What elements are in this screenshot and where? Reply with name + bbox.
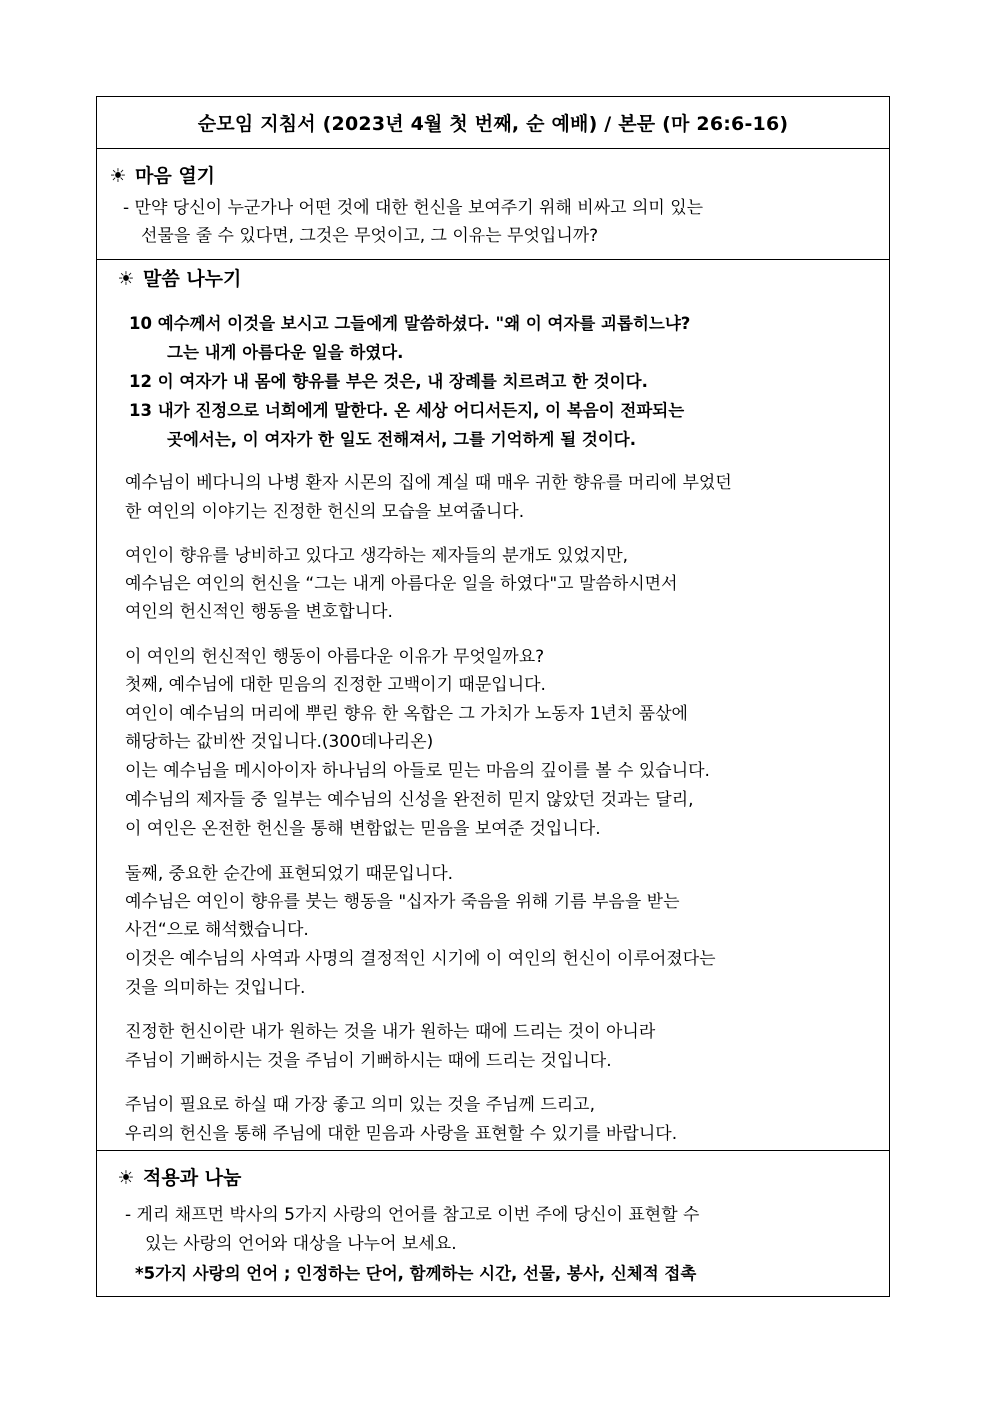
body-line: 예수님의 제자들 중 일부는 예수님의 신성을 완전히 믿지 않았던 것과는 달리, — [125, 790, 694, 810]
title-row — [97, 97, 889, 149]
open-line-2: 선물을 줄 수 있다면, 그것은 무엇이고, 그 이유는 무엇입니까? — [141, 226, 599, 246]
verse-line: 곳에서는, 이 여자가 한 일도 전해져서, 그를 기억하게 될 것이다. — [167, 430, 636, 449]
sun-icon: ☀ — [117, 1167, 135, 1189]
body-line: 여인의 헌신적인 행동을 변호합니다. — [125, 602, 393, 622]
apply-line-2: 있는 사랑의 언어와 대상을 나누어 보세요. — [145, 1234, 457, 1254]
verse-line: 13 내가 진정으로 너희에게 말한다. 온 세상 어디서든지, 이 복음이 전파되는 — [129, 401, 685, 420]
page-title: 순모임 지침서 (2023년 4월 첫 번째, 순 예배) / 본문 (마 26:6-16) — [197, 113, 789, 135]
verse-line: 그는 내게 아름다운 일을 하였다. — [167, 343, 404, 362]
body-line: 주님이 기뻐하시는 것을 주님이 기뻐하시는 때에 드리는 것입니다. — [125, 1051, 612, 1071]
guide-frame — [96, 96, 890, 1297]
body-line: 둘째, 중요한 순간에 표현되었기 때문입니다. — [125, 864, 454, 884]
verse-line: 10 예수께서 이것을 보시고 그들에게 말씀하셨다. "왜 이 여자를 괴롭히느냐? — [129, 314, 691, 333]
body-line: 이 여인의 헌신적인 행동이 아름다운 이유가 무엇일까요? — [125, 647, 545, 667]
body-line: 예수님은 여인의 헌신을 “그는 내게 아름다운 일을 하였다"고 말씀하시면서 — [125, 574, 678, 594]
section-heading-apply: ☀ 적용과 나눔 — [115, 1163, 241, 1190]
body-line: 예수님이 베다니의 나병 환자 시몬의 집에 계실 때 매우 귀한 향유를 머리에 부었던 — [125, 473, 732, 493]
sun-icon: ☀ — [109, 165, 127, 187]
open-line-1: - 만약 당신이 누군가나 어떤 것에 대한 헌신을 보여주기 위해 비싸고 의미 있는 — [123, 198, 704, 218]
body-line: 이것은 예수님의 사역과 사명의 결정적인 시기에 이 여인의 헌신이 이루어졌다는 — [125, 949, 716, 969]
verse-line: 12 이 여자가 내 몸에 향유를 부은 것은, 내 장례를 치르려고 한 것이다. — [129, 372, 648, 391]
body-line: 우리의 헌신을 통해 주님에 대한 믿음과 사랑을 표현할 수 있기를 바랍니다. — [125, 1124, 678, 1144]
body-line: 첫째, 예수님에 대한 믿음의 진정한 고백이기 때문입니다. — [125, 675, 546, 695]
body-line: 사건“으로 해석했습니다. — [125, 920, 309, 940]
body-line: 이는 예수님을 메시아이자 하나님의 아들로 믿는 마음의 깊이를 볼 수 있습니다. — [125, 761, 710, 781]
body-line: 여인이 예수님의 머리에 뿌린 향유 한 옥합은 그 가치가 노동자 1년치 품삯에 — [125, 704, 688, 724]
body-line: 진정한 헌신이란 내가 원하는 것을 내가 원하는 때에 드리는 것이 아니라 — [125, 1022, 656, 1042]
divider — [97, 1150, 889, 1151]
divider — [97, 259, 889, 260]
body-line: 것을 의미하는 것입니다. — [125, 978, 306, 998]
body-line: 이 여인은 온전한 헌신을 통해 변함없는 믿음을 보여준 것입니다. — [125, 819, 601, 839]
apply-line-1: - 게리 채프먼 박사의 5가지 사랑의 언어를 참고로 이번 주에 당신이 표현할 수 — [125, 1205, 700, 1225]
sun-icon: ☀ — [117, 268, 135, 290]
section-heading-word: ☀ 말씀 나누기 — [115, 264, 241, 291]
body-line: 예수님은 여인이 향유를 붓는 행동을 "십자가 죽음을 위해 기름 부음을 받는 — [125, 892, 680, 912]
section-heading-open: ☀ 마음 열기 — [107, 161, 215, 188]
body-line: 주님이 필요로 하실 때 가장 좋고 의미 있는 것을 주님께 드리고, — [125, 1095, 595, 1115]
body-line: 한 여인의 이야기는 진정한 헌신의 모습을 보여줍니다. — [125, 502, 525, 522]
love-languages-note: *5가지 사랑의 언어 ; 인정하는 단어, 함께하는 시간, 선물, 봉사, 신체적 접촉 — [135, 1264, 697, 1283]
body-line: 여인이 향유를 낭비하고 있다고 생각하는 제자들의 분개도 있었지만, — [125, 546, 629, 566]
body-line: 해당하는 값비싼 것입니다.(300데나리온) — [125, 732, 434, 752]
